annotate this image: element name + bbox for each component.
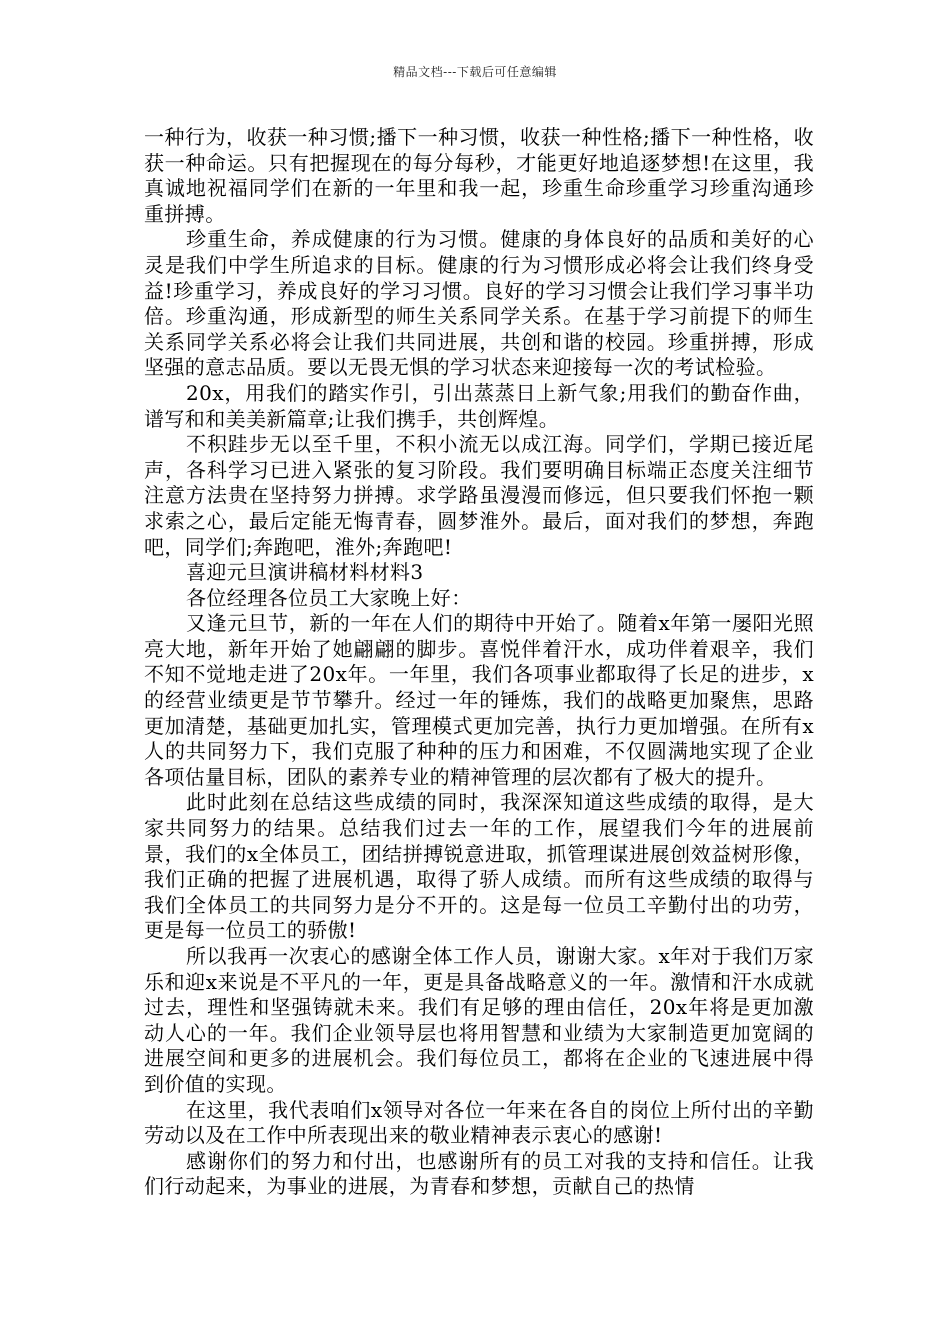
page-header: 精品文档---下载后可任意编辑 bbox=[393, 65, 557, 79]
section-heading: 喜迎元旦演讲稿材料材料3 bbox=[186, 560, 424, 585]
paragraph: 所以我再一次衷心的感谢全体工作人员，谢谢大家。x年对于我们万家乐和迎x来说是不平凡的一年，更是具备战略意义的一年。激情和汗水成就过去，理性和坚强铸就未来。我们有足够的理由信任，20x年将是更加激动人心的一年。我们企业领导层也将用智慧和业绩为大家制造更加宽阔的进展空间和更多的进展机会。我们每位员工，都将在企业的飞速进展中得到价值的实现。 bbox=[144, 944, 814, 1096]
paragraph: 此时此刻在总结这些成绩的同时，我深深知道这些成绩的取得，是大家共同努力的结果。总结我们过去一年的工作，展望我们今年的进展前景，我们的x全体员工，团结拼搏锐意进取，抓管理谋进展创效益树形像，我们正确的把握了进展机遇，取得了骄人成绩。而所有这些成绩的取得与我们全体员工的共同努力是分不开的。这是每一位员工辛勤付出的功劳，更是每一位员工的骄傲! bbox=[144, 790, 814, 943]
paragraph: 又逢元旦节，新的一年在人们的期待中开始了。随着x年第一屡阳光照亮大地，新年开始了她翩翩的脚步。喜悦伴着汗水，成功伴着艰辛，我们不知不觉地走进了20x年。一年里，我们各项事业都取得了长足的进步，x的经营业绩更是节节攀升。经过一年的锤炼，我们的战略更加聚焦，思路更加清楚，基础更加扎实，管理模式更加完善，执行力更加增强。在所有x人的共同努力下，我们克服了种种的压力和困难，不仅圆满地实现了企业各项估量目标，团队的素养专业的精神管理的层次都有了极大的提升。 bbox=[144, 611, 814, 789]
document-body bbox=[144, 125, 814, 1200]
paragraph: 20x，用我们的踏实作引，引出蒸蒸日上新气象;用我们的勤奋作曲，谱写和和美美新篇章;让我们携手，共创辉煌。 bbox=[144, 380, 814, 431]
paragraph: 在这里，我代表咱们x领导对各位一年来在各自的岗位上所付出的辛勤劳动以及在工作中所表现出来的敬业精神表示衷心的感谢! bbox=[144, 1097, 814, 1148]
paragraph: 感谢你们的努力和付出，也感谢所有的员工对我的支持和信任。让我们行动起来，为事业的进展，为青春和梦想，贡献自己的热情 bbox=[144, 1148, 814, 1199]
paragraph: 一种行为，收获一种习惯;播下一种习惯，收获一种性格;播下一种性格，收获一种命运。只有把握现在的每分每秒，才能更好地追逐梦想!在这里，我真诚地祝福同学们在新的一年里和我一起，珍重生命珍重学习珍重沟通珍重拼搏。 bbox=[144, 125, 814, 226]
salutation: 各位经理各位员工大家晚上好： bbox=[186, 585, 472, 610]
paragraph: 珍重生命，养成健康的行为习惯。健康的身体良好的品质和美好的心灵是我们中学生所追求的目标。健康的行为习惯形成必将会让我们终身受益!珍重学习，养成良好的学习习惯。良好的学习习惯会让我们学习事半功倍。珍重沟通，形成新型的师生关系同学关系。在基于学习前提下的师生关系同学关系必将会让我们共同进展，共创和谐的校园。珍重拼搏，形成坚强的意志品质。要以无畏无惧的学习状态来迎接每一次的考试检验。 bbox=[144, 227, 814, 380]
paragraph: 不积跬步无以至千里，不积小流无以成江海。同学们，学期已接近尾声，各科学习已进入紧张的复习阶段。我们要明确目标端正态度关注细节注意方法贵在坚持努力拼搏。求学路虽漫漫而修远，但只要我们怀抱一颗求索之心，最后定能无悔青春，圆梦淮外。最后，面对我们的梦想，奔跑吧，同学们;奔跑吧，淮外;奔跑吧! bbox=[144, 432, 814, 559]
